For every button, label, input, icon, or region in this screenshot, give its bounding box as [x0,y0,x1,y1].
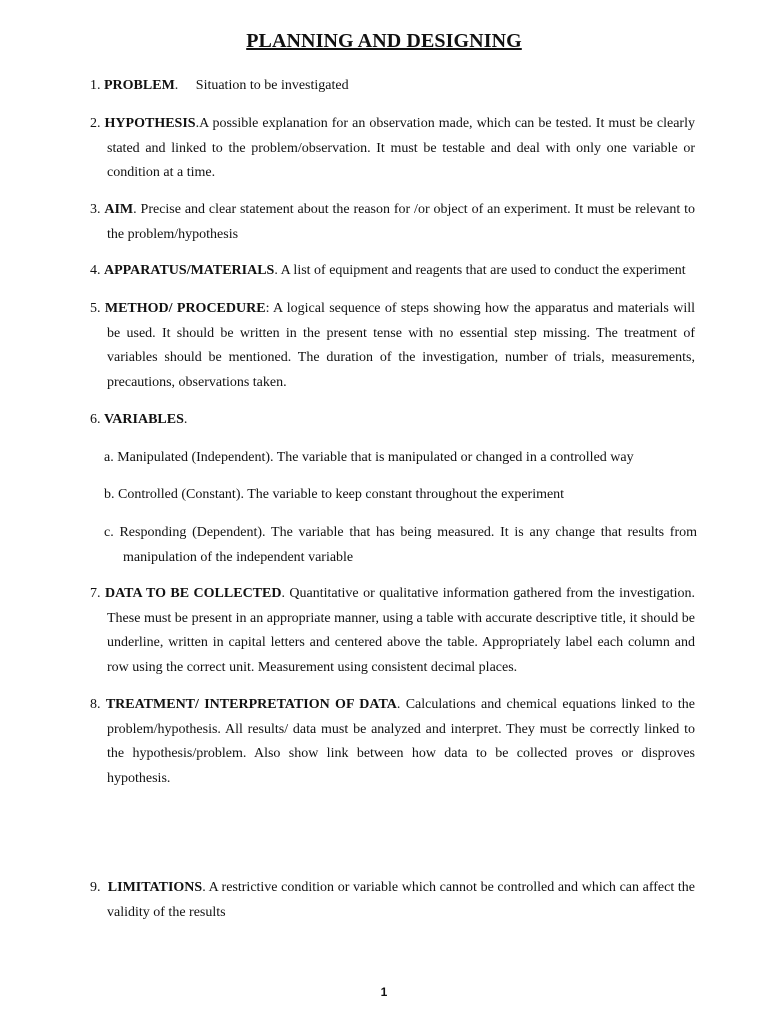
item-number: 6. [90,412,104,427]
variable-item-manipulated [104,446,697,471]
list-item-treatment [90,693,695,791]
item-number: 1. [90,78,104,93]
item-term: TREATMENT/ INTERPRETATION OF DATA [105,697,397,712]
item-number: 4. [90,263,104,278]
variable-item-controlled [104,483,697,508]
item-term: HYPOTHESIS [104,116,196,131]
variable-text: Controlled (Constant). The variable to keep constant throughout the experiment [118,487,565,502]
item-number: 9. [90,880,108,895]
item-number: 3. [90,202,105,217]
variable-text: Responding (Dependent). The variable that has being measured. It is any change that results from manipulation of the independent variable [119,525,698,565]
item-text: . Calculations and chemical equations linked to the problem/hypothesis. All results/ data must be analyzed and interpret. They must be correctly linked to the hypothesis/problem. Also show link between how data to be collected proves or disproves hypothesis. [107,697,695,786]
list-item-variables [90,408,695,433]
list-item-data-collected [90,582,695,680]
item-text: : A logical sequence of steps showing how the apparatus and materials will be used. It should be written in the present tense with no essential step missing. The treatment of variables should be mentioned. The duration of the investigation, number of trials, measurements, precautions, observations taken. [107,301,695,390]
variable-item-responding [104,521,697,570]
page-title: PLANNING AND DESIGNING [246,30,522,52]
item-term: PROBLEM [104,78,175,93]
item-term: LIMITATIONS [107,880,203,895]
item-text: . Situation to be investigated [174,78,349,93]
variable-label: a. [104,450,118,465]
item-text: .A possible explanation for an observation made, which can be tested. It must be clearly stated and linked to the problem/observation. It must be testable and deal with only one variable or condition at a time. [107,116,695,181]
list-item-limitations [90,876,695,925]
page-number: 1 [380,985,388,999]
item-term: DATA TO BE COLLECTED [104,586,282,601]
item-number: 2. [90,116,105,131]
variable-label: b. [104,487,118,502]
list-item-problem [90,74,695,99]
list-item-method [90,297,695,395]
list-item-aim [90,198,695,247]
item-term: METHOD/ PROCEDURE [104,301,266,316]
variable-text: Manipulated (Independent). The variable that is manipulated or changed in a controlled way [117,450,634,465]
item-text: . [183,412,188,427]
item-text: . A restrictive condition or variable which cannot be controlled and which can affect the validity of the results [107,880,695,920]
list-item-hypothesis [90,112,695,186]
item-number: 7. [90,586,105,601]
item-text: . A list of equipment and reagents that are used to conduct the experiment [274,263,686,278]
list-item-apparatus [90,259,695,284]
item-number: 5. [90,301,105,316]
item-number: 8. [90,697,106,712]
item-term: AIM [104,202,134,217]
item-text: . Precise and clear statement about the reason for /or object of an experiment. It must be relevant to the problem/hypothesis [107,202,695,242]
item-text: . Quantitative or qualitative information gathered from the investigation. These must be present in an appropriate manner, using a table with accurate descriptive title, it should be underline, written in capital letters and centered above the table. Appropriately label each column and row using the correct unit. Measurement using consistent decimal places. [107,586,695,675]
variable-label: c. [104,525,120,540]
item-term: APPARATUS/MATERIALS [104,263,275,278]
item-term: VARIABLES [104,412,184,427]
